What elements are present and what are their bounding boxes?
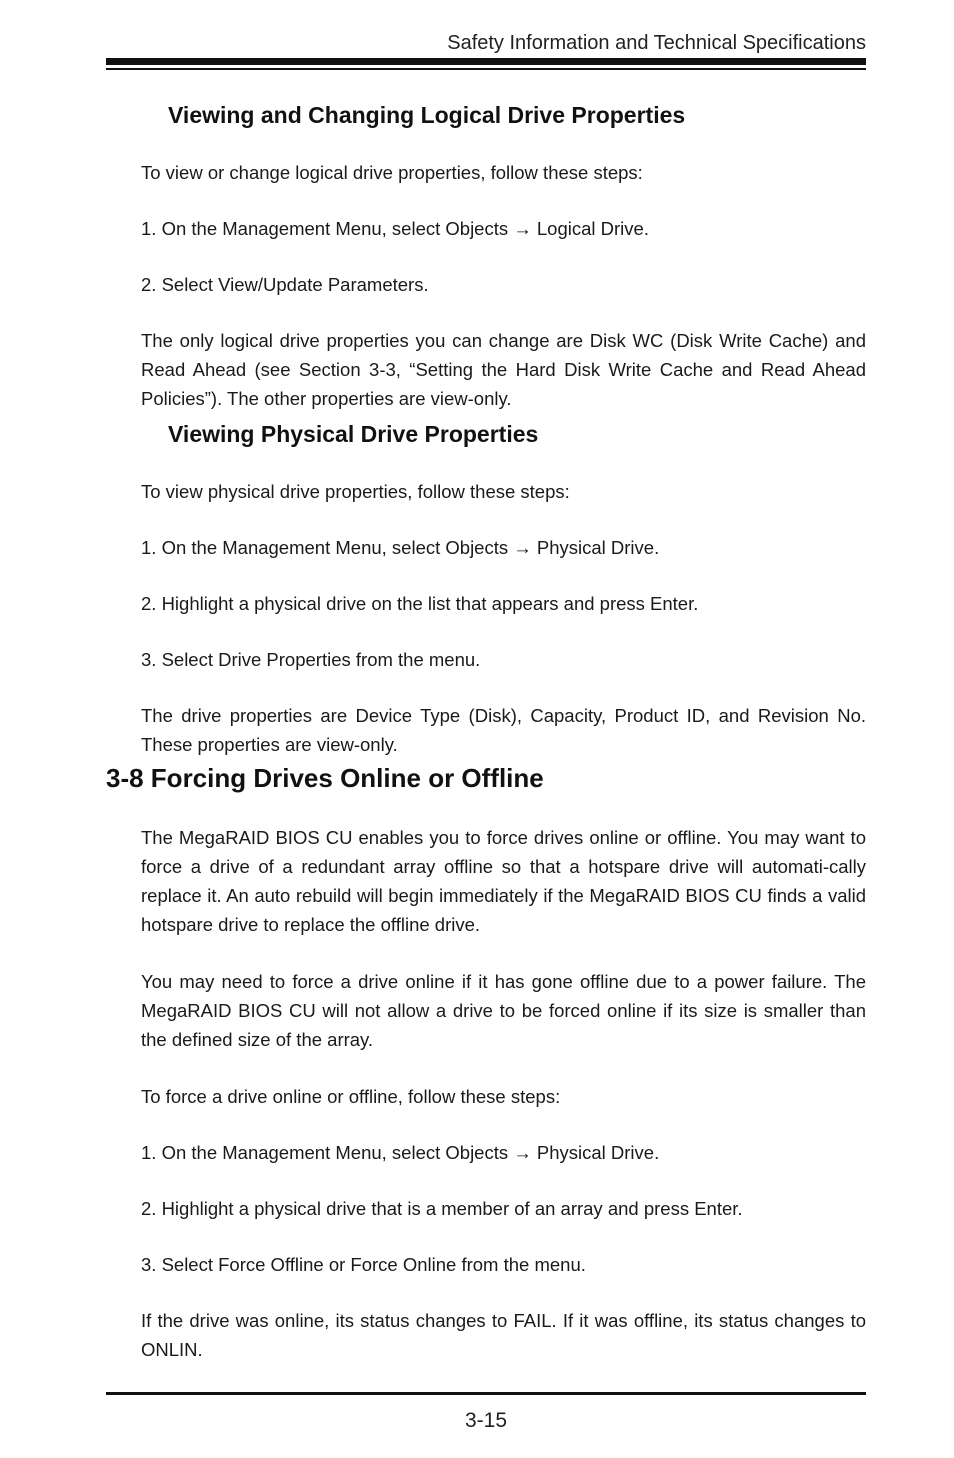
header-rule-thick	[106, 58, 866, 65]
header-rule-thin	[106, 68, 866, 70]
physical-drive-step-1: 1. On the Management Menu, select Objects → Physical Drive.	[141, 537, 660, 558]
forcing-drives-step-1: 1. On the Management Menu, select Objects → Physical Drive.	[141, 1142, 660, 1163]
forcing-drives-step-3: 3. Select Force Offline or Force Online from the menu.	[141, 1254, 586, 1275]
footer-rule	[106, 1392, 866, 1395]
forcing-drives-heading: 3-8 Forcing Drives Online or Offline	[106, 763, 544, 793]
physical-drive-step-2: 2. Highlight a physical drive on the list that appears and press Enter.	[141, 593, 699, 614]
forcing-drives-para-2: You may need to force a drive online if it has gone offline due to a power failure. The MegaRAID BIOS CU will not allow a drive to be forced online if its size is smaller than the defined size of the array.	[141, 971, 866, 1050]
running-title: Safety Information and Technical Specifications	[447, 32, 866, 54]
forcing-drives-intro: To force a drive online or offline, follow these steps:	[141, 1086, 561, 1107]
physical-drive-heading: Viewing Physical Drive Properties	[168, 421, 539, 447]
logical-drive-step-2: 2. Select View/Update Parameters.	[141, 274, 429, 295]
forcing-drives-step-2: 2. Highlight a physical drive that is a member of an array and press Enter.	[141, 1198, 743, 1219]
logical-drive-note: The only logical drive properties you can change are Disk WC (Disk Write Cache) and Read Ahead (see Section 3-3, “Setting the Hard Disk Write Cache and Read Ahead Policies”). The other properties are view-only.	[141, 330, 866, 409]
forcing-drives-result: If the drive was online, its status changes to FAIL. If it was offline, its status changes to ONLIN.	[141, 1310, 866, 1360]
physical-drive-intro: To view physical drive properties, follow these steps:	[141, 481, 570, 502]
physical-drive-step-3: 3. Select Drive Properties from the menu.	[141, 649, 481, 670]
logical-drive-step-1: 1. On the Management Menu, select Objects → Logical Drive.	[141, 218, 649, 239]
logical-drive-intro: To view or change logical drive properties, follow these steps:	[141, 162, 643, 183]
physical-drive-note: The drive properties are Device Type (Disk), Capacity, Product ID, and Revision No. These properties are view-only.	[141, 705, 866, 755]
logical-drive-heading: Viewing and Changing Logical Drive Properties	[168, 102, 686, 128]
page-number: 3-15	[464, 1409, 508, 1432]
forcing-drives-para-1: The MegaRAID BIOS CU enables you to force drives online or offline. You may want to force a drive of a redundant array offline so that a hotspare drive will automati-cally replace it. An auto rebuild will begin immediately if the MegaRAID BIOS CU finds a valid hotspare drive to replace the offline drive.	[141, 827, 866, 935]
